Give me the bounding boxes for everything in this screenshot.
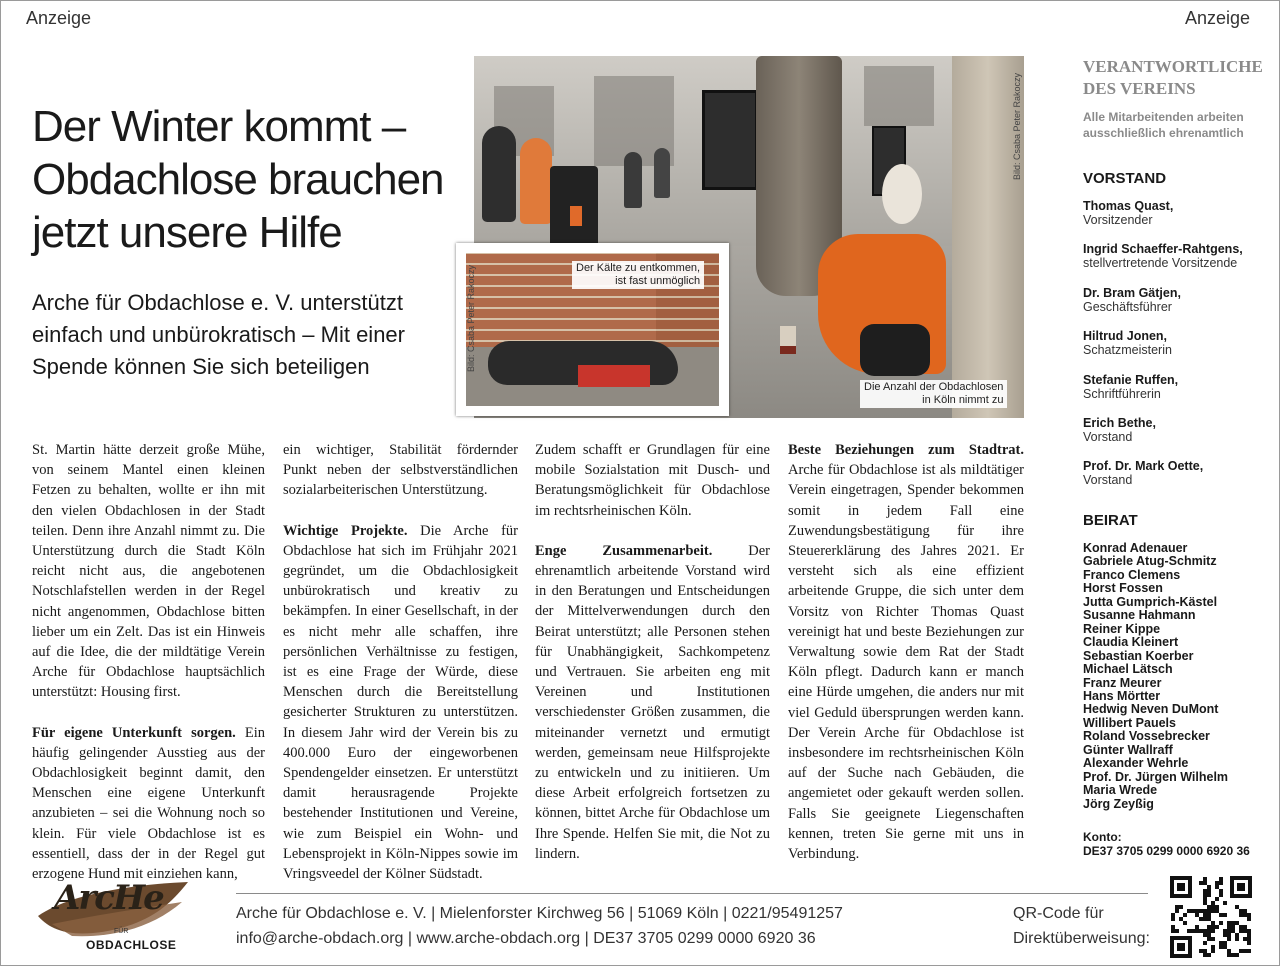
footer-contact: info@arche-obdach.org | www.arche-obdach.org | DE37 3705 0299 0000 6920 36	[236, 930, 816, 947]
inset-photo-caption	[572, 261, 704, 289]
article-column-3	[535, 440, 770, 864]
vorstand-member: Erich Bethe, Vorstand	[1083, 415, 1156, 444]
qr-module	[1247, 917, 1251, 921]
qr-module	[1215, 897, 1219, 901]
qr-module	[1211, 949, 1215, 953]
vorstand-member: Stefanie Ruffen, Schriftführerin	[1083, 372, 1179, 401]
qr-module	[1219, 893, 1223, 897]
qr-module	[1235, 953, 1239, 957]
vorstand-member: Prof. Dr. Mark Oette, Vorstand	[1083, 459, 1204, 488]
beirat-member: Hedwig Neven DuMont	[1083, 702, 1219, 717]
beirat-member: Roland Vossebrecker	[1083, 729, 1210, 744]
qr-label-2: Direktüberweisung:	[1013, 930, 1150, 947]
ad-label-left: Anzeige	[26, 8, 92, 28]
article-paragraph: ein wichtiger, Stabilität fördernder Punkt neben der selbstverständlichen sozialarbeiterischen Unterstützung.	[283, 442, 518, 499]
beirat-heading: BEIRAT	[1083, 512, 1138, 529]
qr-module	[1211, 929, 1215, 933]
vorstand-heading: VORSTAND	[1083, 170, 1167, 187]
qr-module	[1247, 949, 1251, 953]
main-photo-credit: Bild: Csaba Peter Rakoczy	[1012, 72, 1022, 180]
beirat-member: Sebastian Koerber	[1083, 648, 1194, 663]
sidebar	[1083, 56, 1269, 858]
qr-module	[1203, 941, 1207, 945]
qr-module	[1223, 901, 1227, 905]
logo-sub-obdachlose: OBDACHLOSE	[86, 938, 177, 952]
main-caption-line2: in Köln nimmt zu	[922, 394, 1004, 406]
beirat-member: Gabriele Atug-Schmitz	[1083, 554, 1217, 569]
qr-module	[1175, 909, 1179, 913]
qr-module	[1219, 921, 1223, 925]
arche-logo	[32, 872, 192, 960]
article-column-2	[283, 440, 518, 884]
headline: Der Winter kommt – Obdachlose brauchen jetzt unsere Hilfe	[32, 102, 444, 257]
beirat-list	[1083, 542, 1269, 811]
article-paragraph: Für eigene Unterkunft sorgen. Ein häufig gelingender Ausstieg aus der Obdachlosigkeit beginnt damit, den Menschen eine eigene Unterkunft anzubieten – sei die Wohnung noch so klein. Für viele Obdachlose ist es essentiell, dass der in der Regel gut erzogene Hund mit einziehen kann,	[32, 724, 265, 883]
inset-photo-credit: Bild: Csaba Peter Rakoczy	[466, 264, 476, 372]
bank-account	[1083, 830, 1250, 858]
beirat-member: Maria Wrede	[1083, 783, 1158, 798]
section-heading: Beste Beziehungen zum Stadtrat.	[788, 442, 1024, 458]
article-paragraph: Zudem schafft er Grundlagen für eine mobile Sozialstation mit Dusch- und Beratungsmöglichkeit für Obdachlose im rechtsrheinischen Köln.	[535, 442, 770, 519]
beirat-member: Alexander Wehrle	[1083, 756, 1189, 771]
inset-caption-line2: ist fast unmöglich	[615, 275, 701, 287]
beirat-member: Günter Wallraff	[1083, 742, 1173, 757]
subline: Arche für Obdachlose e. V. unterstützt einfach und unbürokratisch – Mit einer Spende können Sie sich beteiligen	[32, 290, 405, 379]
article-column-4	[788, 440, 1024, 864]
qr-module	[1223, 913, 1227, 917]
section-heading: Wichtige Projekte.	[283, 522, 408, 539]
qr-code-icon[interactable]	[1170, 876, 1252, 958]
article-column-1	[32, 440, 265, 884]
qr-module	[1183, 913, 1187, 917]
beirat-member: Hans Mörtter	[1083, 688, 1161, 703]
beirat-member: Prof. Dr. Jürgen Wilhelm	[1083, 769, 1229, 784]
konto-label: Konto:	[1083, 830, 1122, 844]
qr-module	[1215, 925, 1219, 929]
qr-module	[1227, 937, 1231, 941]
section-heading: Für eigene Unterkunft sorgen.	[32, 724, 236, 741]
qr-module	[1207, 893, 1211, 897]
vorstand-member: Hiltrud Jonen, Schatzmeisterin	[1083, 329, 1172, 358]
qr-module	[1175, 929, 1179, 933]
vorstand-member: Ingrid Schaeffer-Rahtgens, stellvertretende Vorsitzende	[1083, 242, 1243, 271]
qr-label: QR-Code für	[1013, 905, 1104, 922]
vorstand-member: Dr. Bram Gätjen, Geschäftsführer	[1083, 285, 1181, 314]
article-paragraph: Wichtige Projekte. Die Arche für Obdachlose hat sich im Frühjahr 2021 gegründet, um die Obdachlosigkeit unbürokratisch und kreativ zu bekämpfen. In einer Gesellschaft, in der es nicht mehr alle schaffen, ihre persönlichen Verhältnisse zu festigen, ist es eine Frage der Würde, diese Menschen durch die Bereitstellung gesicherter Strukturen zu unterstützen. In diesem Jahr wird der Verein bis zu 400.000 Euro der eingeworbenen Spendengelder einsetzen. Er unterstützt damit herausragende Projekte bestehender Institutionen und Vereine, wie zum Beispiel ein Wohn- und Lebensprojekt in Köln-Nippes sowie im Vringsveedel der Kölner Südstadt.	[283, 522, 519, 883]
section-heading: Enge Zusammenarbeit.	[535, 542, 713, 559]
beirat-member: Franz Meurer	[1083, 675, 1162, 690]
footer-divider	[236, 893, 1148, 894]
beirat-member: Jutta Gumprich-Kästel	[1083, 594, 1218, 609]
qr-module	[1211, 937, 1215, 941]
beirat-member: Franco Clemens	[1083, 567, 1181, 582]
beirat-member: Reiner Kippe	[1083, 621, 1161, 636]
beirat-member: Claudia Kleinert	[1083, 635, 1179, 650]
article-paragraph: Enge Zusammenarbeit. Der ehrenamtlich arbeitende Vorstand wird in den Beratungen und Entscheidungen der Mittelverwendungen durch den Beirat unterstützt; alle Personen stehen für Unabhängigkeit, Sachkompetenz und Vertrauen. Sie arbeiten eng mit Vereinen und Institutionen verschiedenster Größen zusammen, die miteinander vernetzt und ermutigt werden, gemeinsam neue Hilfsprojekte zu entwickeln und zu initiieren. Um diese Arbeit erfolgreich fortsetzen zu können, bittet Arche für Obdachlose um Ihre Spende. Helfen Sie mit, die Not zu lindern.	[535, 542, 770, 862]
main-caption-line1: Die Anzahl der Obdachlosen	[864, 381, 1004, 393]
beirat-member: Michael Lätsch	[1083, 662, 1173, 677]
main-photo-caption	[860, 380, 1007, 408]
article-paragraph: St. Martin hätte derzeit große Mühe, von seinem Mantel einen kleinen Fetzen zu behalten, wollte er ihn mit den vielen Obdachlosen in der Stadt teilen. Denn ihre Anzahl nimmt zu. Die Unterstützung durch die Stadt Köln reicht nicht aus, die angebotenen Notschlafstellen werden in der Regel nicht angenommen, Obdachlose bitten lieber um ein Zelt. Das ist ein Hinweis auf die Idee, die der mildtätige Verein Arche für Obdachlose hauptsächlich unterstützt: Housing first.	[32, 442, 265, 701]
inset-caption-line1: Der Kälte zu entkommen,	[576, 262, 701, 274]
qr-module	[1247, 941, 1251, 945]
qr-module	[1183, 921, 1187, 925]
qr-module	[1219, 881, 1223, 885]
qr-module	[1235, 937, 1239, 941]
beirat-member: Konrad Adenauer	[1083, 541, 1188, 555]
qr-module	[1207, 953, 1211, 957]
beirat-member: Jörg Zeyßig	[1083, 796, 1154, 811]
article-paragraph: Beste Beziehungen zum Stadtrat. Arche für Obdachlose ist als mildtätiger Verein eingetragen, Spender bekommen somit in jedem Fall eine Zuwendungsbestätigung für ihre Steuererklärung des Jahres 2021. Er versteht sich als eine effizient arbeitende Gruppe, die sich unter dem Vorsitz von Richter Thomas Quast vereinigt hat und beste Beziehungen zur Verwaltung sowie dem Rat der Stadt Köln pflegt. Dadurch kann er manch eine Hürde umgehen, die anders nur mit viel Geduld übersprungen werden kann. Der Verein Arche für Obdachlose ist insbesondere im rechtsrheinischen Köln auf der Suche nach Gebäuden, die angemietet oder gekauft werden sollen. Falls Sie geeignete Liegenschaften kennen, treten Sie gerne mit uns in Verbindung.	[788, 442, 1024, 863]
qr-module	[1171, 917, 1175, 921]
sidebar-note: Alle Mitarbeitenden arbeiten ausschließlich ehrenamtlich	[1083, 110, 1244, 140]
qr-module	[1179, 905, 1183, 909]
vorstand-member: Thomas Quast, Vorsitzender	[1083, 199, 1174, 227]
vorstand-list	[1083, 199, 1269, 503]
sidebar-title: VERANTWORTLICHE DES VEREINS	[1083, 57, 1263, 98]
konto-iban: DE37 3705 0299 0000 6920 36	[1083, 844, 1250, 858]
logo-sub-fuer: FÜR	[114, 928, 129, 935]
logo-wordmark: ArcHe	[54, 878, 163, 918]
beirat-member: Willibert Pauels	[1083, 715, 1176, 730]
ad-label-right: Anzeige	[1184, 8, 1250, 28]
beirat-member: Susanne Hahmann	[1083, 608, 1196, 623]
beirat-member: Horst Fossen	[1083, 581, 1163, 596]
footer-address: Arche für Obdachlose e. V. | Mielenforster Kirchweg 56 | 51069 Köln | 0221/95491257	[236, 905, 843, 922]
